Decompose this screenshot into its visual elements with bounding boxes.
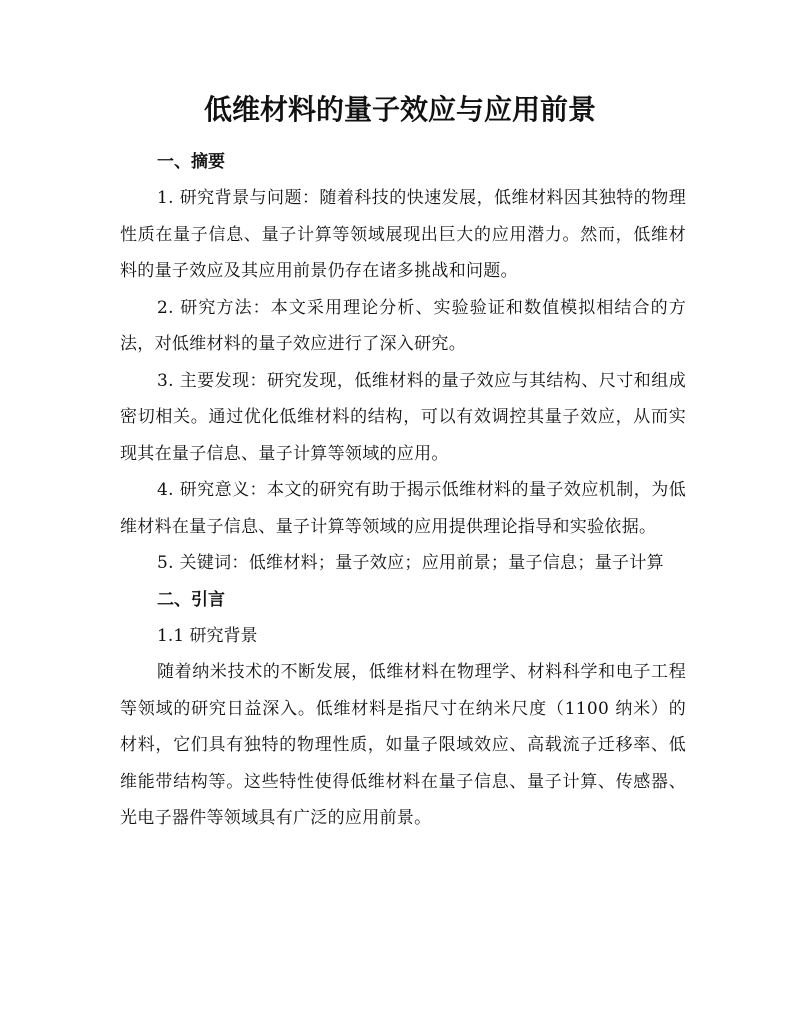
document-body [120,144,686,837]
section-heading-introduction: 二、引言 [157,589,225,610]
subsection-heading-background: 1.1 研究背景 [157,625,258,646]
abstract-item-method: 2. 研究方法：本文采用理论分析、实验验证和数值模拟相结合的方法，对低维材料的量子效应进行了深入研究。 [120,297,686,354]
section-heading-abstract: 一、摘要 [157,152,225,172]
abstract-item-significance: 4. 研究意义：本文的研究有助于揭示低维材料的量子效应机制，为低维材料在量子信息、量子计算等领域的应用提供理论指导和实验依据。 [120,480,686,537]
document-title: 低维材料的量子效应与应用前景 [203,93,596,126]
abstract-item-background: 1. 研究背景与问题：随着科技的快速发展，低维材料因其独特的物理性质在量子信息、量子计算等领域展现出巨大的应用潜力。然而，低维材料的量子效应及其应用前景仍存在诸多挑战和问题。 [120,188,686,281]
abstract-item-findings: 3. 主要发现：研究发现，低维材料的量子效应与其结构、尺寸和组成密切相关。通过优化低维材料的结构，可以有效调控其量子效应，从而实现其在量子信息、量子计算等领域的应用。 [120,370,686,464]
introduction-paragraph: 随着纳米技术的不断发展，低维材料在物理学、材料科学和电子工程等领域的研究日益深入。低维材料是指尺寸在纳米尺度（1100 纳米）的材料，它们具有独特的物理性质，如量子限域效应、高载流子迁移率、低维能带结构等。这些特性使得低维材料在量子信息、量子计算、传感器、光电子器件等领域具有广泛的应用前景。 [120,662,686,828]
abstract-item-keywords: 5. 关键词：低维材料；量子效应；应用前景；量子信息；量子计算 [157,553,664,573]
